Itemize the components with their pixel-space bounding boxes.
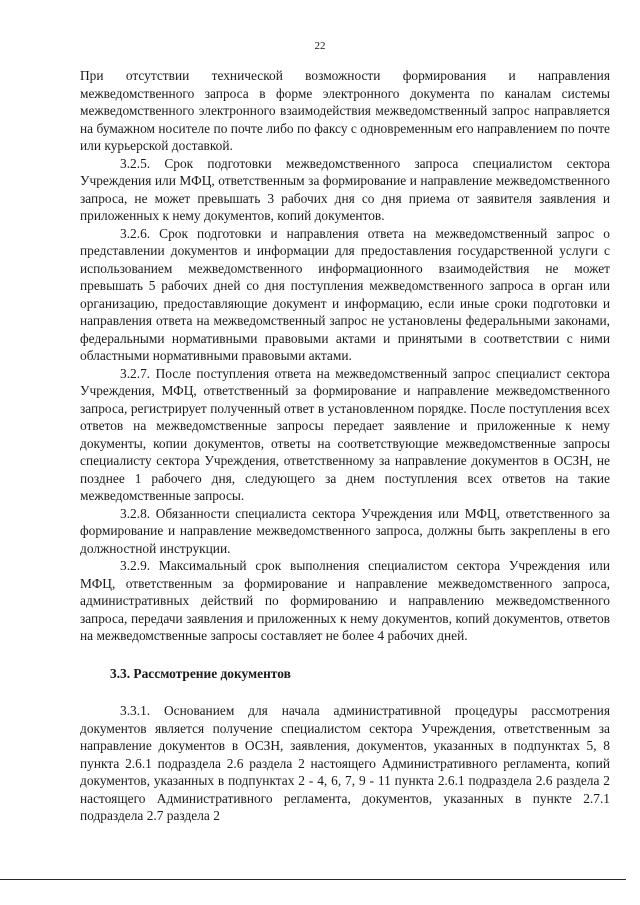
bottom-divider (0, 879, 626, 880)
paragraph-3-2-7: 3.2.7. После поступления ответа на межведомственный запрос специалист сектора Учреждения, МФЦ, ответственный за формирование и направление межведомственного запроса, регистрирует полученный ответ в установленном порядке. После поступления всех ответов на межведомственные запросы передает заявление и приложенные к нему документы, копии документов, ответы на соответствующие межведомственные запросы специалисту сектора Учреждения, ответственному за направление документов в ОСЗН, не позднее 1 рабочего дня, следующего за днем поступления всех ответов на такие межведомственные запросы. (80, 365, 610, 503)
paragraph-3-2-9: 3.2.9. Максимальный срок выполнения специалистом сектора Учреждения или МФЦ, ответственным за формирование и направление межведомственного запроса, административных действий по формированию и направлению межведомственного запроса, передачи заявления и приложенных к нему документов, копий документов, ответов на межведомственные запросы составляет не более 4 рабочих дней. (80, 558, 610, 643)
document-body (80, 67, 610, 825)
section-heading: 3.3. Рассмотрение документов (110, 665, 291, 681)
paragraph-3-3-1: 3.3.1. Основанием для начала административной процедуры рассмотрения документов является получение специалистом сектора Учреждения, ответственным за направление документов в ОСЗН, заявления, документов, указанных в подпунктах 5, 8 пункта 2.6.1 подраздела 2.6 раздела 2 настоящего Административного регламента, копий документов, указанных в подпунктах 2 - 4, 6, 7, 9 - 11 пункта 2.6.1 подраздела 2.6 раздела 2 настоящего Административного регламента, документов, указанных в пункте 2.7.1 подраздела 2.7 раздела 2 (80, 703, 610, 823)
page-number: 22 (314, 40, 326, 52)
paragraph-3-2-5: 3.2.5. Срок подготовки межведомственного запроса специалистом сектора Учреждения или МФЦ, ответственным за формирование и направление межведомственного запроса, не может превышать 3 рабочих дня со дня приема от заявителя заявления и приложенных к нему документов, копий документов. (80, 155, 610, 223)
paragraph-3-2-6: 3.2.6. Срок подготовки и направления ответа на межведомственный запрос о представлении документов и информации для предоставления государственной услуги с использованием межведомственного информационного взаимодействия не может превышать 5 рабочих дней со дня поступления межведомственного запроса в орган или организацию, предоставляющие документ и информацию, если иные сроки подготовки и направления ответа на межведомственный запрос не установлены федеральными законами, федеральными нормативными правовыми актами и принятыми в соответствии с ними областными нормативными правовыми актами. (80, 225, 610, 363)
paragraph-no-tech-capability: При отсутствии технической возможности формирования и направления межведомственного запроса в форме электронного документа по каналам системы межведомственного электронного взаимодействия межведомственный запрос направляется на бумажном носителе по почте либо по факсу с одновременным его направлением по почте или курьерской доставкой. (80, 68, 610, 153)
paragraph-3-2-8: 3.2.8. Обязанности специалиста сектора Учреждения или МФЦ, ответственного за формирование и направление межведомственного запроса, должны быть закреплены в его должностной инструкции. (80, 505, 610, 556)
